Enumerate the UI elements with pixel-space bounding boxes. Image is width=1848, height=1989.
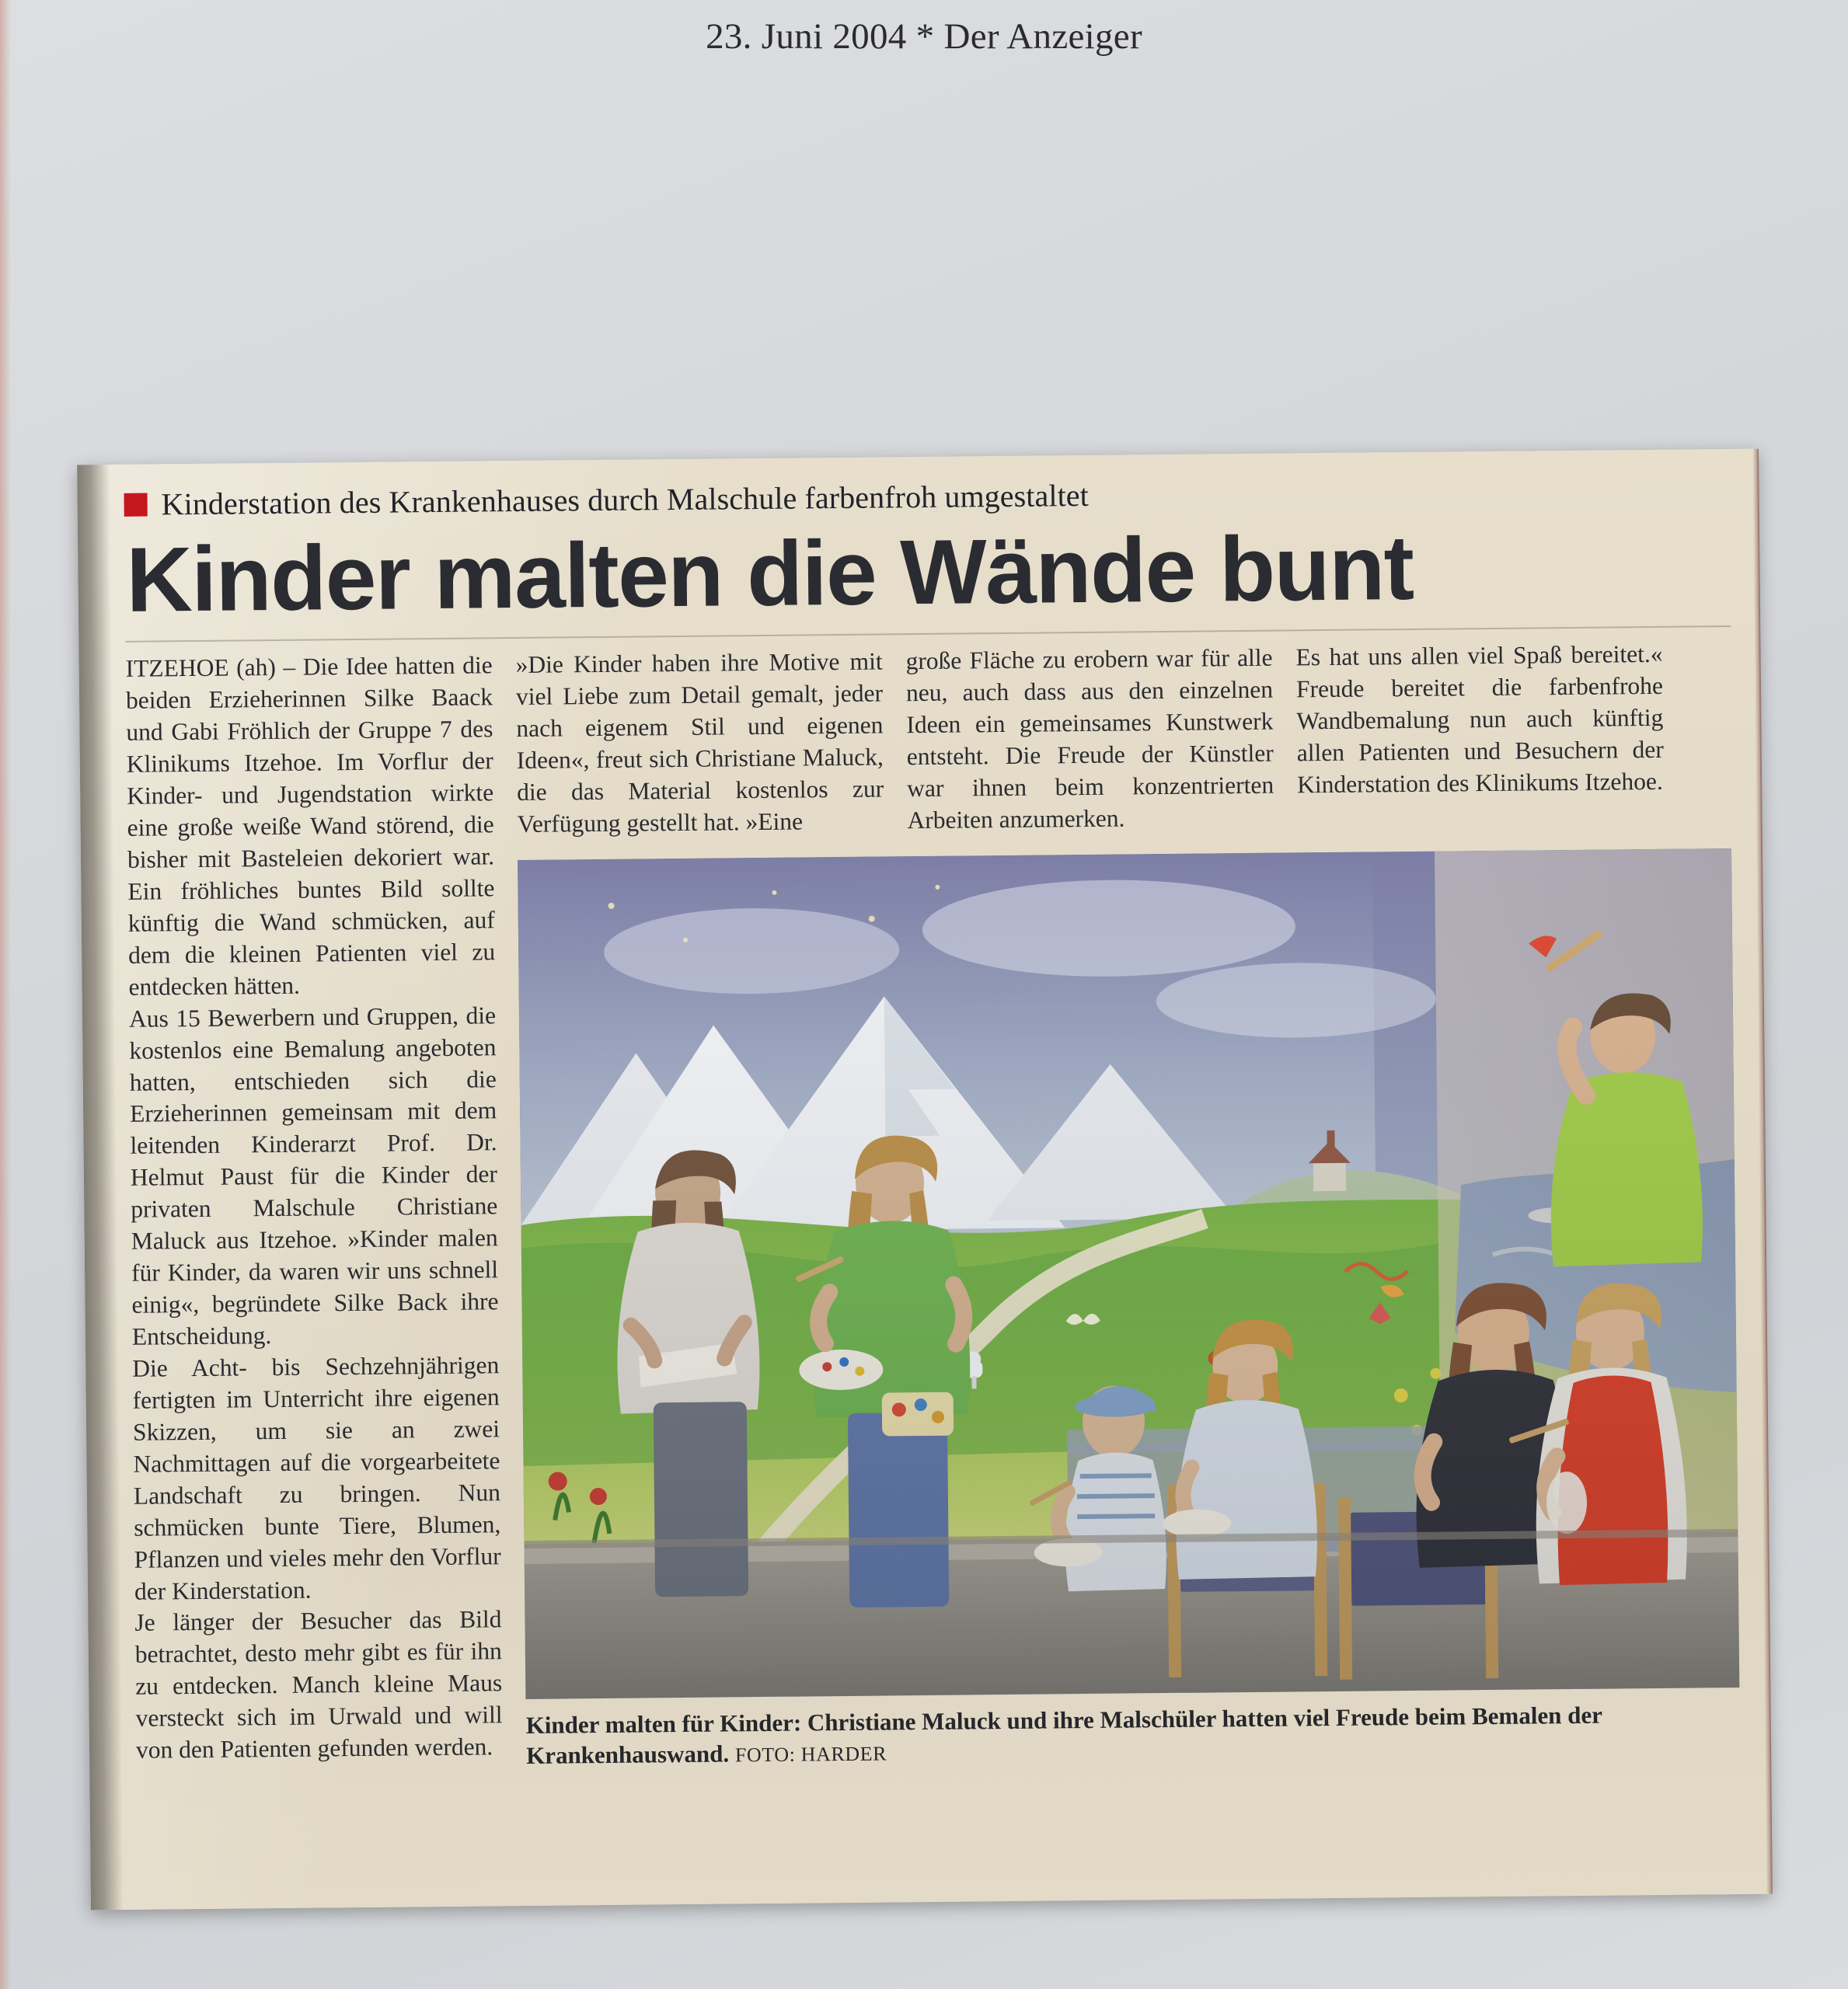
article-body bbox=[125, 638, 1742, 1775]
newspaper-clipping bbox=[77, 449, 1771, 1911]
article-photo bbox=[518, 848, 1739, 1699]
upper-columns bbox=[515, 638, 1732, 840]
photo-caption bbox=[526, 1698, 1741, 1771]
clipping-inner bbox=[124, 466, 1742, 1899]
kicker-row bbox=[124, 466, 1729, 523]
body-column-1: ITZEHOE (ah) – Die Idee hatten die beiden Erzieherinnen Silke Baack und Gabi Fröhlich der Gruppe 7 des Klinikums Itzehoe. Im Vorflur der Kinder- und Jugendstation wirkte eine große weiße Wand störend, die bisher mit Basteleien dekoriert war. Ein fröhliches buntes Bild sollte künftig die Wand schmücken, auf dem die kleinen Patienten viel zu entdecken hätten. Aus 15 Bewerbern und Gruppen, die kostenlos eine Bemalung angeboten hatten, entschieden sich die Erzieherinnen gemeinsam mit dem leitenden Kinderarzt Prof. Dr. Helmut Paust für die Kinder der privaten Malschule Christiane Maluck aus Itzehoe. »Kinder malen für Kinder, da waren wir uns schnell einig«, begründete Silke Back ihre Entscheidung. Die Acht- bis Sechzehnjährigen fertigten im Unterricht ihre eigenen Skizzen, um sie an zwei Nachmittagen auf die vorgearbeitete Landschaft zu bringen. Nun schmücken bunte Tiere, Blumen, Pflanzen und vieles mehr den Vorflur der Kinderstation. Je länger der Besucher das Bild betrachtet, desto mehr gibt es für ihn zu entdecken. Manch kleine Maus versteckt sich im Urwald und will von den Patienten gefunden werden. bbox=[125, 651, 503, 1764]
right-block bbox=[515, 638, 1742, 1771]
article-headline: Kinder malten die Wände bunt bbox=[125, 516, 1414, 632]
photo-credit: FOTO: HARDER bbox=[734, 1742, 887, 1767]
body-column-3: große Fläche zu erobern war für alle neu, auch dass aus den einzelnen Ideen ein gemeinsames Kunstwerk entsteht. Die Freude der Künstler war ihnen beim konzentrierten Arbeiten anzumerken. bbox=[905, 644, 1274, 834]
page-date-header: 23. Juni 2004 * Der Anzeiger bbox=[706, 16, 1142, 57]
body-column-2: »Die Kinder haben ihre Motive mit viel Liebe zum Detail gemalt, jeder nach eigenem Stil und eigenen Ideen«, freut sich Christiane Maluck, die das Material kostenlos zur Verfügung gestellt hat. »Eine bbox=[515, 647, 884, 838]
article-kicker: Kinderstation des Krankenhauses durch Malschule farbenfroh umgestaltet bbox=[161, 477, 1090, 522]
body-column-4: Es hat uns allen viel Spaß bereitet.« Freude bereitet die farbenfrohe Wandbemalung nun auch künftig allen Patienten und Besuchern der Kinderstation des Klinikums Itzehoe. bbox=[1295, 640, 1664, 799]
photo-caption-text: Kinder malten für Kinder: Christiane Maluck und ihre Malschüler hatten viel Freude beim Bemalen der Krankenhauswand. bbox=[525, 1702, 1602, 1770]
red-square-icon bbox=[124, 493, 147, 516]
